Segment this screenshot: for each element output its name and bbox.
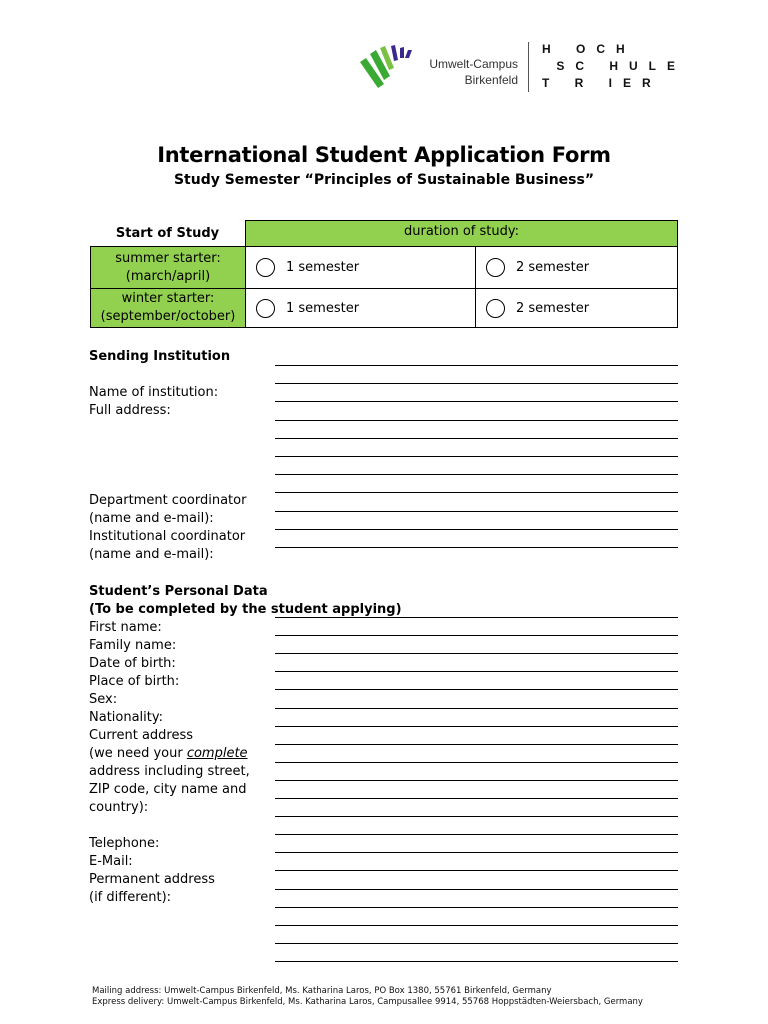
winter-1-semester-option[interactable] xyxy=(245,288,476,328)
personal-data-subheading: (To be completed by the student applying) xyxy=(89,602,402,617)
express-delivery-address: Express delivery: Umwelt-Campus Birkenfeld, Ms. Katharina Laros, Campusallee 9914, 55768 Hoppstädten-Weiersbach, Germany xyxy=(92,997,643,1007)
note-prefix: (we need your xyxy=(89,746,187,761)
fill-in-line-field[interactable] xyxy=(275,653,678,654)
fill-in-line-field[interactable] xyxy=(275,438,678,439)
personal-data-heading: Student’s Personal Data xyxy=(89,584,268,599)
hochschule-line2: SC HULE xyxy=(542,59,687,73)
option-label: 1 semester xyxy=(286,260,360,275)
campus-name-line2: Birkenfeld xyxy=(464,73,518,87)
logo-divider xyxy=(528,42,529,92)
nationality-label: Nationality: xyxy=(89,710,164,725)
fill-in-line-field[interactable] xyxy=(275,401,678,402)
radio-icon[interactable] xyxy=(256,258,275,277)
summer-2-semester-option[interactable] xyxy=(475,246,678,289)
fill-in-line-field[interactable] xyxy=(275,456,678,457)
summer-1-semester-option[interactable] xyxy=(245,246,476,289)
complete-address-note xyxy=(89,745,248,763)
dept-coordinator-label: Department coordinator xyxy=(89,493,247,508)
fill-in-line-field[interactable] xyxy=(275,744,678,745)
hochschule-line1: H OCH xyxy=(542,42,636,56)
address-note-line4: country): xyxy=(89,800,149,815)
email-label: E-Mail: xyxy=(89,854,133,869)
place-of-birth-label: Place of birth: xyxy=(89,674,180,689)
summer-starter-label: summer starter: (march/april) xyxy=(90,246,246,289)
winter-2-semester-option[interactable] xyxy=(475,288,678,328)
fill-in-line-field[interactable] xyxy=(275,762,678,763)
institution-name-label: Name of institution: xyxy=(89,385,219,400)
fill-in-line-field[interactable] xyxy=(275,816,678,817)
fill-in-line-field[interactable] xyxy=(275,889,678,890)
fill-in-line-field[interactable] xyxy=(275,635,678,636)
fill-in-line-field[interactable] xyxy=(275,365,678,366)
fill-in-line-field[interactable] xyxy=(275,617,678,618)
fill-in-line-field[interactable] xyxy=(275,961,678,962)
radio-icon[interactable] xyxy=(486,258,505,277)
if-different-label: (if different): xyxy=(89,890,172,905)
fill-in-line-field[interactable] xyxy=(275,726,678,727)
fill-in-line-field[interactable] xyxy=(275,547,678,548)
fill-in-line-field[interactable] xyxy=(275,671,678,672)
address-note-line3: ZIP code, city name and xyxy=(89,782,247,797)
hochschule-line3: T R IER xyxy=(542,76,662,90)
study-start-table xyxy=(90,220,678,328)
family-name-label: Family name: xyxy=(89,638,177,653)
inst-coordinator-sub-label: (name and e-mail): xyxy=(89,547,214,562)
fill-in-line-field[interactable] xyxy=(275,708,678,709)
option-label: 2 semester xyxy=(516,300,590,316)
fill-in-line-field[interactable] xyxy=(275,907,678,908)
date-of-birth-label: Date of birth: xyxy=(89,656,176,671)
fill-in-line-field[interactable] xyxy=(275,474,678,475)
current-address-label: Current address xyxy=(89,728,194,743)
fill-in-line-field[interactable] xyxy=(275,383,678,384)
dept-coordinator-sub-label: (name and e-mail): xyxy=(89,511,214,526)
page-subtitle: Study Semester “Principles of Sustainable Business” xyxy=(173,172,595,188)
campus-name xyxy=(416,56,518,88)
campus-logo-icon xyxy=(358,44,416,88)
address-note-line2: address including street, xyxy=(89,764,250,779)
fill-in-line-field[interactable] xyxy=(275,798,678,799)
fill-in-line-field[interactable] xyxy=(275,852,678,853)
fill-in-line-field[interactable] xyxy=(275,943,678,944)
mailing-address: Mailing address: Umwelt-Campus Birkenfeld, Ms. Katharina Laros, PO Box 1380, 55761 Birkenfeld, Germany xyxy=(92,986,552,996)
fill-in-line-field[interactable] xyxy=(275,689,678,690)
fill-in-line-field[interactable] xyxy=(275,870,678,871)
telephone-label: Telephone: xyxy=(89,836,160,851)
radio-icon[interactable] xyxy=(486,299,505,318)
inst-coordinator-label: Institutional coordinator xyxy=(89,529,246,544)
fill-in-line-field[interactable] xyxy=(275,780,678,781)
campus-name-line1: Umwelt-Campus xyxy=(429,57,518,71)
start-of-study-header: Start of Study xyxy=(90,220,245,247)
first-name-label: First name: xyxy=(89,620,162,635)
radio-icon[interactable] xyxy=(256,299,275,318)
duration-header: duration of study: xyxy=(245,220,678,247)
full-address-label: Full address: xyxy=(89,403,171,418)
fill-in-line-field[interactable] xyxy=(275,420,678,421)
fill-in-line-field[interactable] xyxy=(275,834,678,835)
option-label: 1 semester xyxy=(286,300,360,316)
page-title: International Student Application Form xyxy=(157,143,611,167)
permanent-address-label: Permanent address xyxy=(89,872,215,887)
option-label: 2 semester xyxy=(516,260,590,275)
note-emphasis: complete xyxy=(186,746,248,761)
winter-starter-label: winter starter: (september/october) xyxy=(90,288,246,328)
sending-institution-heading: Sending Institution xyxy=(89,349,231,364)
sex-label: Sex: xyxy=(89,692,118,707)
fill-in-line-field[interactable] xyxy=(275,492,678,493)
fill-in-line-field[interactable] xyxy=(275,529,678,530)
fill-in-line-field[interactable] xyxy=(275,925,678,926)
fill-in-line-field[interactable] xyxy=(275,511,678,512)
